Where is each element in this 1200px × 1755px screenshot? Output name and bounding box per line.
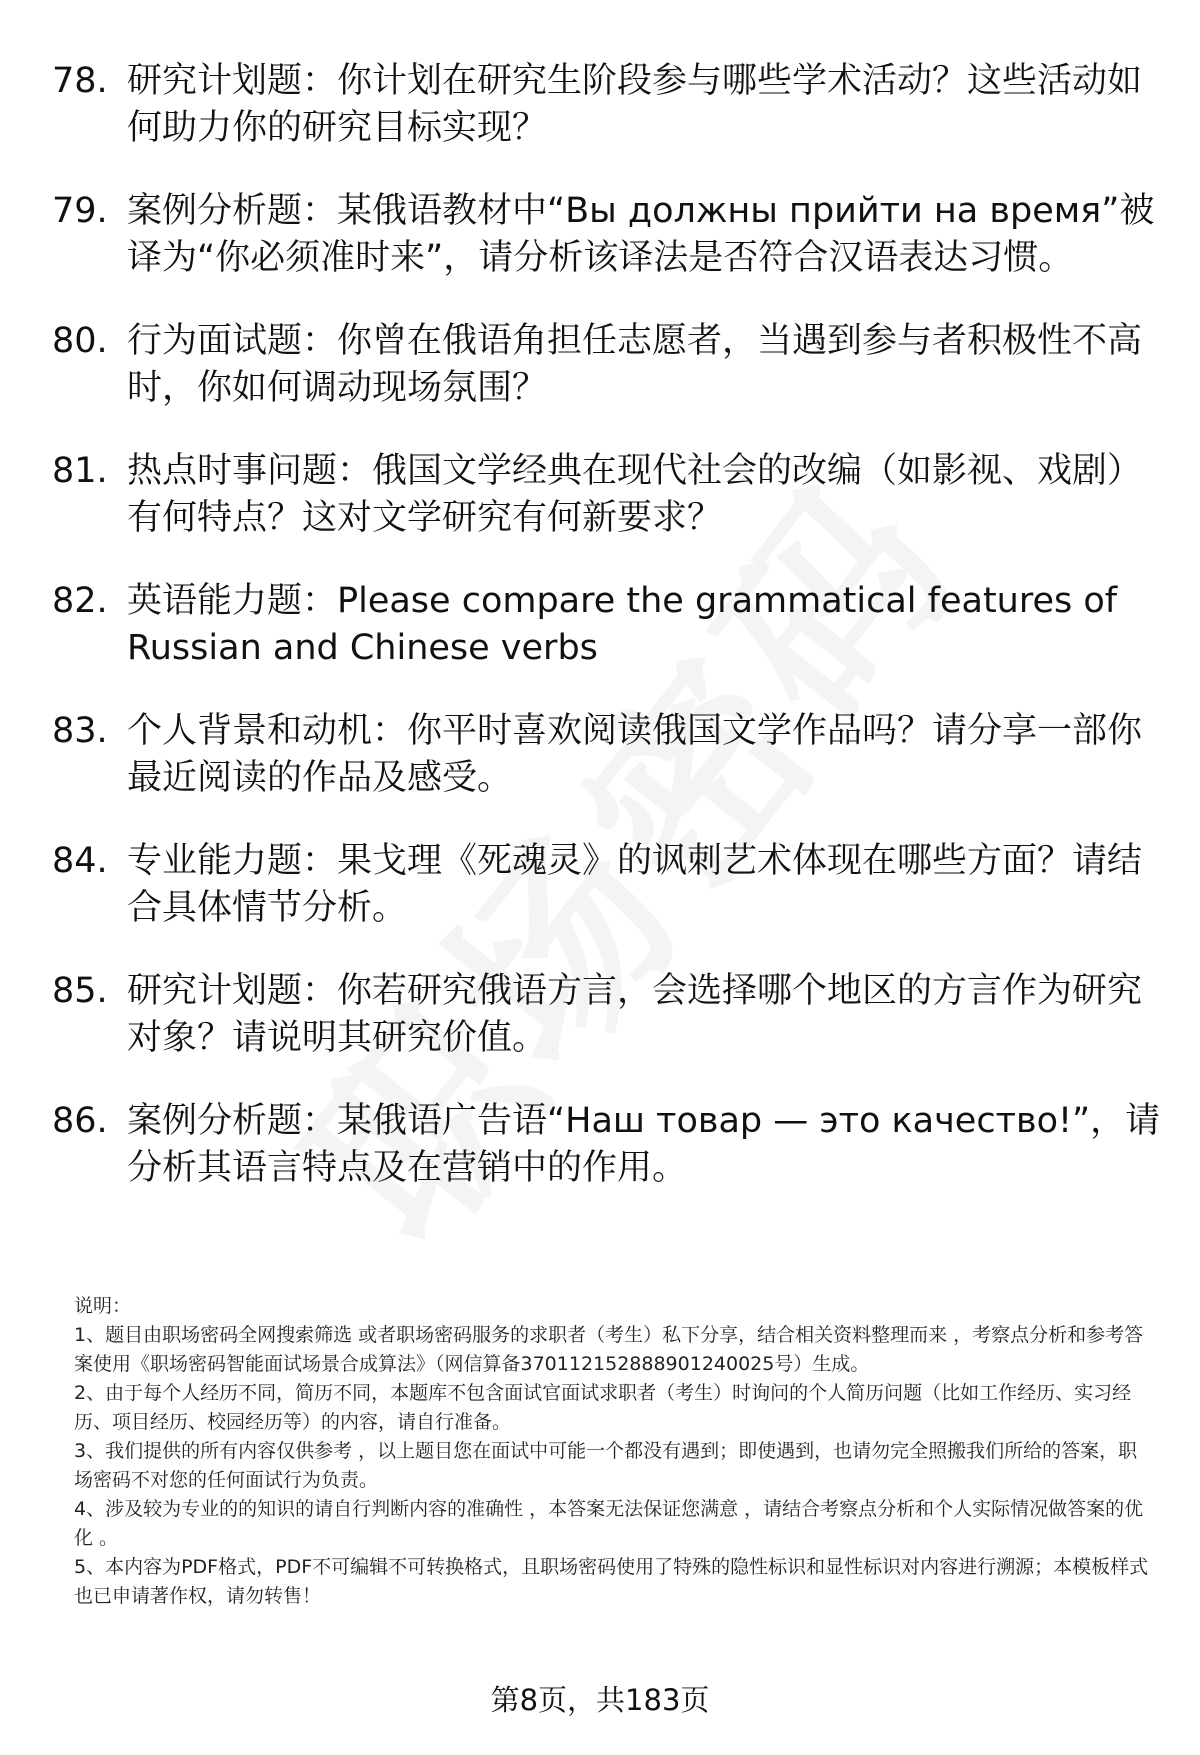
question-text: 案例分析题：某俄语广告语“Наш товар — это качество!”，请分析其语言特点及在营销中的作用。 xyxy=(127,1101,1161,1188)
question-text: 研究计划题：你若研究俄语方言，会选择哪个地区的方言作为研究对象？请说明其研究价值。 xyxy=(127,971,1143,1058)
notes-section xyxy=(74,1292,1154,1611)
question-item xyxy=(52,578,1162,672)
notes-heading: 说明： xyxy=(74,1295,132,1317)
question-item xyxy=(52,708,1162,802)
question-number: 83. xyxy=(52,711,108,751)
question-number: 85. xyxy=(52,971,108,1011)
question-item xyxy=(52,58,1162,152)
note-item: 5、本内容为PDF格式，PDF不可编辑不可转换格式，且职场密码使用了特殊的隐性标识和显性标识对内容进行溯源；本模板样式也已申请著作权，请勿转售！ xyxy=(74,1556,1149,1607)
question-number: 86. xyxy=(52,1101,108,1141)
question-text: 专业能力题：果戈理《死魂灵》的讽刺艺术体现在哪些方面？请结合具体情节分析。 xyxy=(127,841,1143,928)
question-item xyxy=(52,448,1162,542)
question-text: 个人背景和动机：你平时喜欢阅读俄国文学作品吗？请分享一部你最近阅读的作品及感受。 xyxy=(127,711,1143,798)
page-number-footer: 第8页，共183页 xyxy=(490,1683,710,1717)
question-number: 82. xyxy=(52,581,108,621)
question-item xyxy=(52,838,1162,932)
question-number: 81. xyxy=(52,451,108,491)
question-text: 研究计划题：你计划在研究生阶段参与哪些学术活动？这些活动如何助力你的研究目标实现？ xyxy=(127,61,1143,148)
note-item: 2、由于每个人经历不同，简历不同，本题库不包含面试官面试求职者（考生）时询问的个人简历问题（比如工作经历、实习经历、项目经历、校园经历等）的内容，请自行准备。 xyxy=(74,1382,1132,1433)
question-item xyxy=(52,318,1162,412)
question-text: 案例分析题：某俄语教材中“Вы должны прийти на время”被译为“你必须准时来”，请分析该译法是否符合汉语表达习惯。 xyxy=(127,191,1155,278)
question-text: 热点时事问题：俄国文学经典在现代社会的改编（如影视、戏剧）有何特点？这对文学研究有何新要求？ xyxy=(127,451,1143,538)
note-item: 1、题目由职场密码全网搜索筛选 或者职场密码服务的求职者（考生）私下分享，结合相关资料整理而来 ，考察点分析和参考答案使用《职场密码智能面试场景合成算法》（网信算备370112152888901240025号）生成。 xyxy=(74,1324,1144,1375)
note-item: 4、涉及较为专业的的知识的请自行判断内容的准确性 ，本答案无法保证您满意 ，请结合考察点分析和个人实际情况做答案的优化 。 xyxy=(74,1498,1144,1549)
question-text: 行为面试题：你曾在俄语角担任志愿者，当遇到参与者积极性不高时，你如何调动现场氛围？ xyxy=(127,321,1143,408)
question-list xyxy=(52,58,1162,1228)
question-item xyxy=(52,1098,1162,1192)
question-number: 78. xyxy=(52,61,108,101)
question-text: 英语能力题：Please compare the grammatical features of Russian and Chinese verbs xyxy=(127,581,1118,668)
question-number: 84. xyxy=(52,841,108,881)
note-item: 3、我们提供的所有内容仅供参考 ，以上题目您在面试中可能一个都没有遇到；即使遇到，也请勿完全照搬我们所给的答案，职场密码不对您的任何面试行为负责。 xyxy=(74,1440,1138,1491)
question-item xyxy=(52,968,1162,1062)
question-number: 80. xyxy=(52,321,108,361)
question-item xyxy=(52,188,1162,282)
question-number: 79. xyxy=(52,191,108,231)
